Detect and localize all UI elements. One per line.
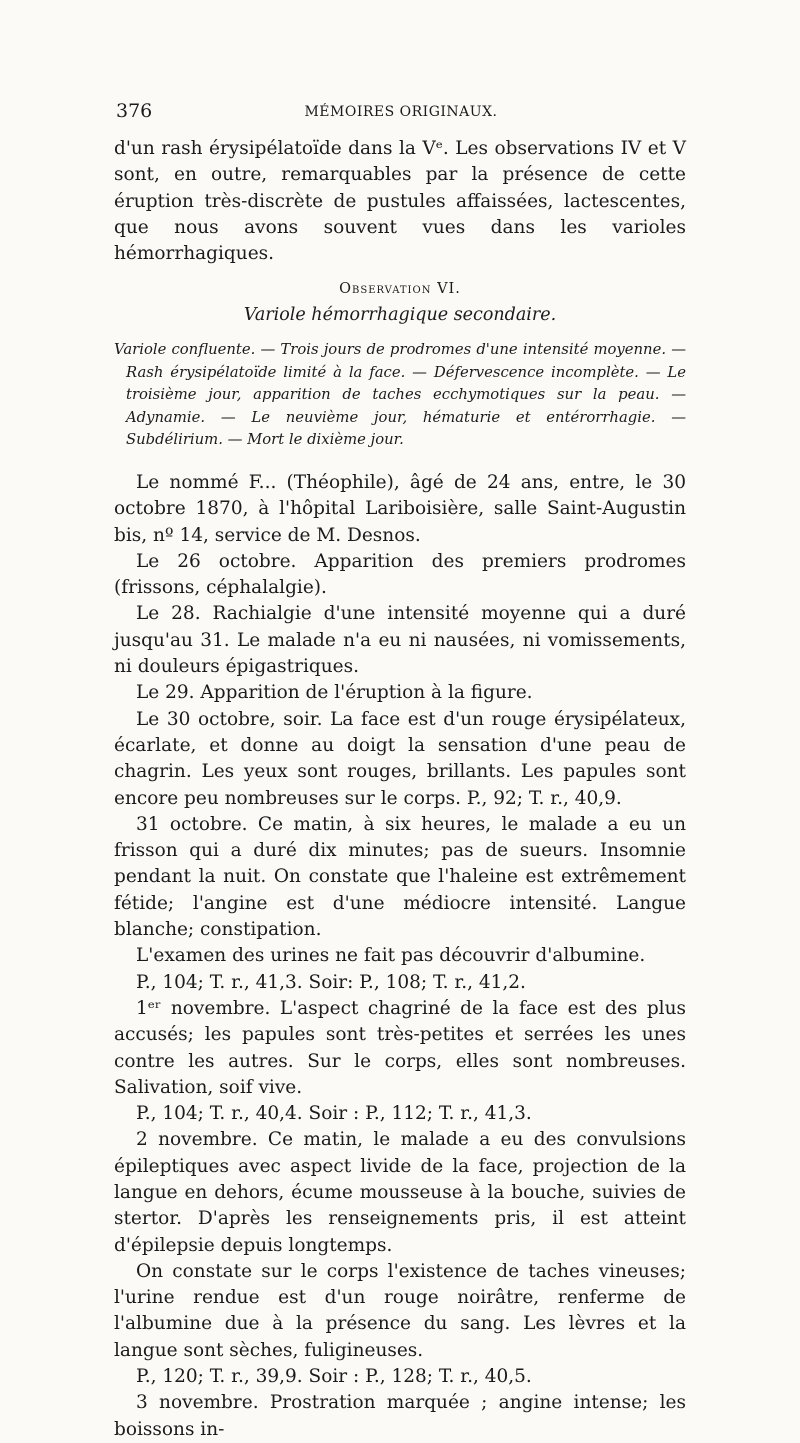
paragraph-continuation: d'un rash érysipélatoïde dans la Vᵉ. Les observations IV et V sont, en outre, remarquables par la présence de cette éruption très-discrète de pustules affaissées, lactescentes, que nous avons souvent vues dans les varioles hémorrhagiques. — [114, 138, 686, 265]
paragraph-oct-30: Le 30 octobre, soir. La face est d'un rouge érysipélateux, écarlate, et donne au doigt la sensation d'une peau de chagrin. Les yeux sont rouges, brillants. Les papules sont encore peu nombreuses sur le corps. P., 92; T. r., 40,9. — [114, 708, 686, 809]
page-body — [114, 136, 686, 1443]
paragraph-vitals-oct-31: P., 104; T. r., 41,3. Soir: P., 108; T. r., 41,2. — [136, 971, 526, 993]
page-number: 376 — [116, 100, 153, 122]
paragraph-oct-31: 31 octobre. Ce matin, à six heures, le malade a eu un frisson qui a duré dix minutes; pas de sueurs. Insomnie pendant la nuit. On constate que l'haleine est extrêmement fétide; l'angine est d'une médiocre intensité. Langue blanche; constipation. — [114, 813, 686, 941]
paragraph-nov-1: 1ᵉʳ novembre. L'aspect chagriné de la face est des plus accusés; les papules sont très-petites et serrées les unes contre les autres. Sur le corps, elles sont nombreuses. Salivation, soif vive. — [114, 997, 686, 1098]
paragraph-oct-28: Le 28. Rachialgie d'une intensité moyenne qui a duré jusqu'au 31. Le malade n'a eu ni nausées, ni vomissements, ni douleurs épigastriques. — [114, 603, 686, 678]
observation-title: Observation VI. — [339, 281, 461, 298]
observation-subtitle: Variole hémorrhagique secondaire. — [243, 305, 557, 326]
running-title: MÉMOIRES ORIGINAUX. — [304, 104, 498, 120]
paragraph-nov-2-findings: On constate sur le corps l'existence de taches vineuses; l'urine rendue est d'un rouge noirâtre, renferme de l'albumine due à la présence du sang. Les lèvres et la langue sont sèches, fuligineuses. — [114, 1260, 686, 1361]
observation-summary: Variole confluente. — Trois jours de prodromes d'une intensité moyenne. — Rash érysipélatoïde limité à la face. — Défervescence incomplète. — Le troisième jour, apparition de taches ecchymotiques sur la peau. — Adynamie. — Le neuvième jour, hématurie et entérorrhagie. — Subdélirium. — Mort le dixième jour. — [114, 341, 686, 449]
paragraph-vitals-nov-2: P., 120; T. r., 39,9. Soir : P., 128; T. r., 40,5. — [136, 1366, 532, 1388]
paragraph-oct-26: Le 26 octobre. Apparition des premiers prodromes (frissons, céphalalgie). — [114, 550, 686, 599]
paragraph-nov-3: 3 novembre. Prostration marquée ; angine intense; les boissons in- — [114, 1392, 686, 1440]
paragraph-urine-exam: L'examen des urines ne fait pas découvrir d'albumine. — [136, 945, 646, 967]
paragraph-vitals-nov-1: P., 104; T. r., 40,4. Soir : P., 112; T. r., 41,3. — [136, 1103, 532, 1125]
page-header — [116, 100, 686, 126]
paragraph-oct-29: Le 29. Apparition de l'éruption à la figure. — [136, 682, 533, 704]
paragraph-patient-admission: Le nommé F... (Théophile), âgé de 24 ans, entre, le 30 octobre 1870, à l'hôpital Lariboisière, salle Saint-Augustin bis, nº 14, service de M. Desnos. — [114, 471, 686, 546]
paragraph-nov-2: 2 novembre. Ce matin, le malade a eu des convulsions épileptiques avec aspect livide de la face, projection de la langue en dehors, écume mousseuse à la bouche, suivies de stertor. D'après les renseignements pris, il est atteint d'épilepsie depuis longtemps. — [114, 1129, 686, 1256]
